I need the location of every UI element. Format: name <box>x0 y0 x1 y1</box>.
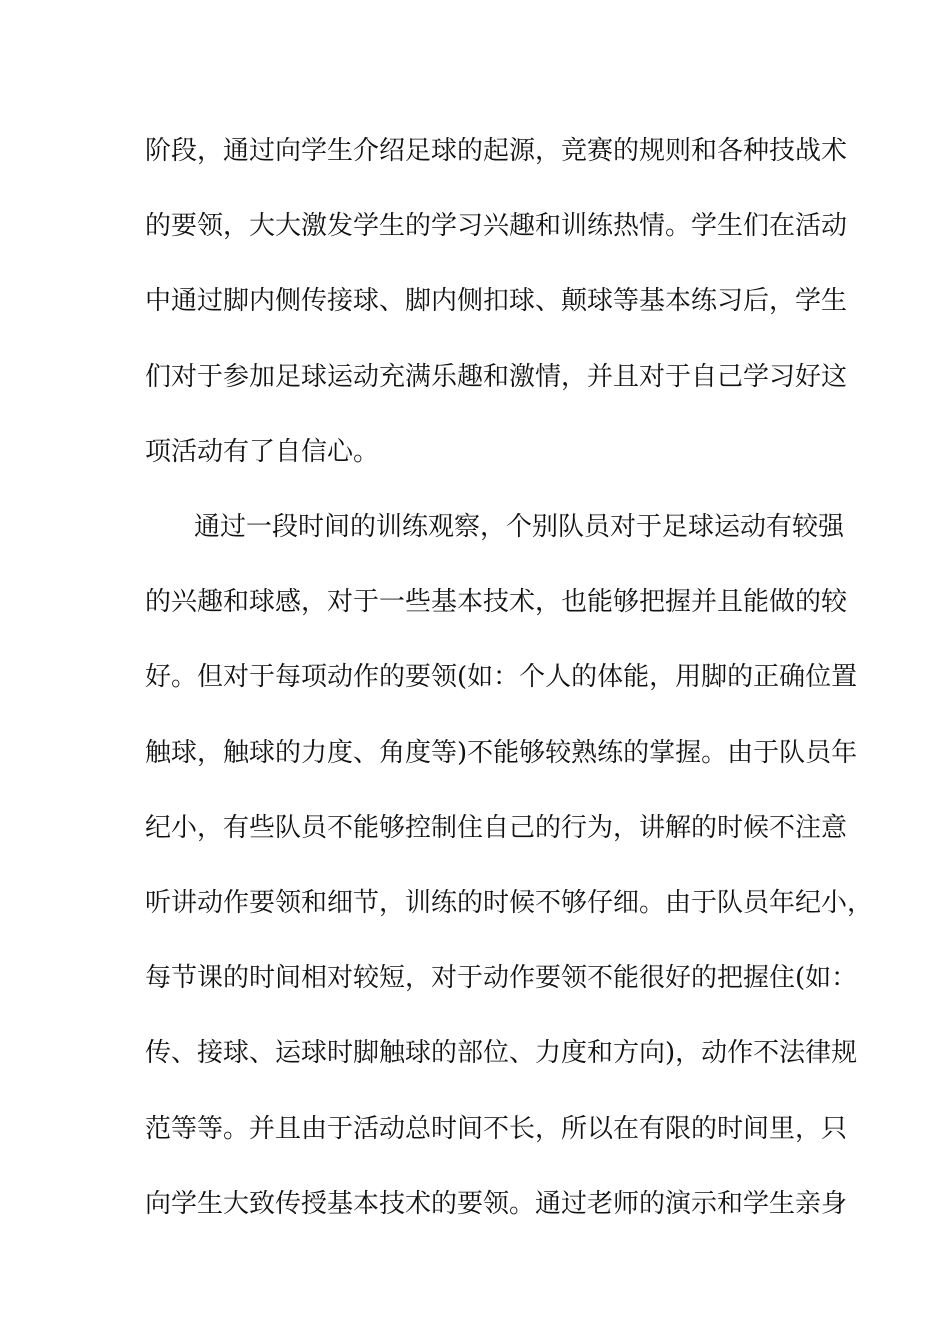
paragraph-2-line-8: 传、接球、运球时脚触球的部位、力度和方向)，动作不法律规 <box>145 1038 858 1068</box>
paragraph-2-line-9: 范等等。并且由于活动总时间不长，所以在有限的时间里，只 <box>145 1114 848 1144</box>
paragraph-2-line-6: 听讲动作要领和细节，训练的时候不够仔细。由于队员年纪小， <box>145 888 874 918</box>
paragraph-1-line-4: 们对于参加足球运动充满乐趣和激情，并且对于自己学习好这 <box>145 362 848 392</box>
paragraph-2-line-1: 通过一段时间的训练观察，个别队员对于足球运动有较强 <box>194 512 845 542</box>
paragraph-2-line-4: 触球，触球的力度、角度等)不能够较熟练的掌握。由于队员年 <box>145 738 858 768</box>
paragraph-1-line-5: 项活动有了自信心。 <box>145 437 380 467</box>
paragraph-2-line-2: 的兴趣和球感，对于一些基本技术，也能够把握并且能做的较 <box>145 587 848 617</box>
paragraph-2-line-10: 向学生大致传授基本技术的要领。通过老师的演示和学生亲身 <box>145 1189 848 1219</box>
paragraph-1-line-1: 阶段，通过向学生介绍足球的起源，竞赛的规则和各种技战术 <box>145 136 848 166</box>
paragraph-1-line-2: 的要领，大大激发学生的学习兴趣和训练热情。学生们在活动 <box>145 211 848 241</box>
paragraph-1-line-3: 中通过脚内侧传接球、脚内侧扣球、颠球等基本练习后，学生 <box>145 286 848 316</box>
paragraph-2-line-7: 每节课的时间相对较短，对于动作要领不能很好的把握住(如： <box>145 963 858 993</box>
paragraph-2-line-3: 好。但对于每项动作的要领(如：个人的体能，用脚的正确位置 <box>145 662 858 692</box>
paragraph-2-line-5: 纪小，有些队员不能够控制住自己的行为，讲解的时候不注意 <box>145 813 848 843</box>
